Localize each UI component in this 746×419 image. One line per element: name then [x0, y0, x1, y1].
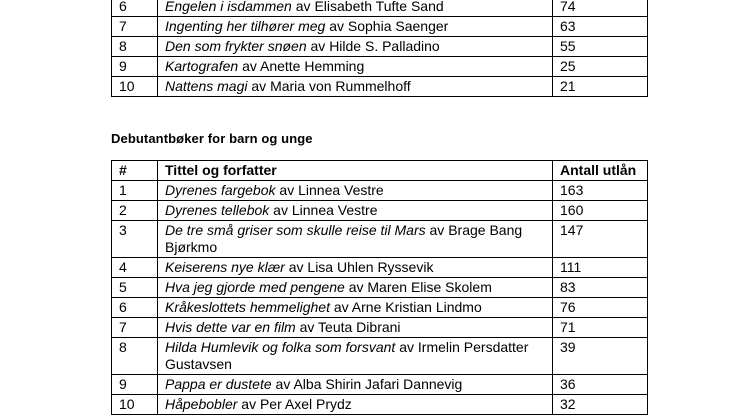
loans-cell: 76 — [553, 298, 648, 318]
book-title: Ingenting her tilhører meg — [165, 18, 326, 34]
table-row — [112, 278, 648, 298]
adult-debut-loans-table — [111, 0, 648, 97]
header-row — [112, 161, 648, 181]
title-author-cell — [158, 221, 553, 258]
by-word: av — [399, 339, 414, 355]
adult-table-body — [112, 0, 648, 97]
rank-cell: 1 — [112, 181, 158, 201]
by-word: av — [299, 319, 315, 335]
title-author-cell — [158, 201, 553, 221]
rank-cell: 6 — [112, 298, 158, 318]
title-author-cell — [158, 0, 553, 17]
title-author-cell — [158, 17, 553, 37]
book-title: Keiserens nye klær — [165, 259, 285, 275]
header-rank: # — [112, 161, 158, 181]
table-row — [112, 181, 648, 201]
loans-cell: 160 — [553, 201, 648, 221]
rank-cell: 8 — [112, 338, 158, 375]
loans-cell: 163 — [553, 181, 648, 201]
loans-cell: 83 — [553, 278, 648, 298]
book-title: Hilda Humlevik og folka som forsvant — [165, 339, 396, 355]
title-author-cell — [158, 258, 553, 278]
rank-cell: 8 — [112, 37, 158, 57]
rank-cell: 7 — [112, 318, 158, 338]
book-title: Håpebobler — [165, 396, 238, 412]
loans-cell: 111 — [553, 258, 648, 278]
rank-cell: 10 — [112, 77, 158, 97]
author-name: Per Axel Prydz — [259, 396, 352, 412]
title-author-cell — [158, 57, 553, 77]
by-word: av — [241, 396, 257, 412]
book-title: Hvis dette var en film — [165, 319, 296, 335]
title-author-cell — [158, 318, 553, 338]
author-name: Arne Kristian Lindmo — [351, 299, 482, 315]
author-name: Maria von Rummelhoff — [270, 78, 411, 94]
table-row — [112, 338, 648, 375]
book-title: Dyrenes fargebok — [165, 182, 276, 198]
rank-cell: 7 — [112, 17, 158, 37]
rank-cell: 9 — [112, 375, 158, 395]
table-row — [112, 221, 648, 258]
by-word: av — [329, 18, 344, 34]
author-name: Elisabeth Tufte Sand — [314, 0, 444, 14]
loans-cell: 36 — [553, 375, 648, 395]
title-author-cell — [158, 375, 553, 395]
loans-cell: 74 — [553, 0, 648, 17]
loans-cell: 147 — [553, 221, 648, 258]
table-row — [112, 37, 648, 57]
by-word: av — [310, 38, 326, 54]
book-title: Hva jeg gjorde med pengene — [165, 279, 345, 295]
book-title: Engelen i isdammen — [165, 0, 292, 14]
author-name: Teuta Dibrani — [318, 319, 401, 335]
loans-cell: 25 — [553, 57, 648, 77]
book-title: Dyrenes tellebok — [165, 202, 270, 218]
by-word: av — [295, 0, 311, 14]
book-title: Nattens magi — [165, 78, 248, 94]
by-word: av — [242, 58, 257, 74]
by-word: av — [429, 222, 445, 238]
author-name: Linnea Vestre — [291, 202, 378, 218]
title-author-cell — [158, 338, 553, 375]
table-row — [112, 77, 648, 97]
book-title: Kartografen — [165, 58, 239, 74]
rank-cell: 9 — [112, 57, 158, 77]
by-word: av — [251, 78, 267, 94]
book-title: De tre små griser som skulle reise til Mars — [165, 222, 426, 238]
author-name: Alba Shirin Jafari Dannevig — [293, 376, 463, 392]
by-word: av — [348, 279, 364, 295]
loans-cell: 39 — [553, 338, 648, 375]
by-word: av — [333, 299, 349, 315]
title-author-cell — [158, 298, 553, 318]
title-author-cell — [158, 37, 553, 57]
title-author-cell — [158, 278, 553, 298]
loans-cell: 21 — [553, 77, 648, 97]
loans-cell: 32 — [553, 395, 648, 415]
loans-cell: 55 — [553, 37, 648, 57]
author-name: Anette Hemming — [259, 58, 365, 74]
by-word: av — [275, 376, 291, 392]
children-table-body — [112, 181, 648, 415]
book-title: Den som frykter snøen — [165, 38, 307, 54]
rank-cell: 10 — [112, 395, 158, 415]
section-heading: Debutantbøker for barn og unge — [111, 131, 313, 146]
rank-cell: 4 — [112, 258, 158, 278]
table-row — [112, 0, 648, 17]
book-title: Pappa er dustete — [165, 376, 272, 392]
rank-cell: 6 — [112, 0, 158, 17]
table-row — [112, 395, 648, 415]
loans-cell: 71 — [553, 318, 648, 338]
author-name: Lisa Uhlen Ryssevik — [307, 259, 434, 275]
table-row — [112, 375, 648, 395]
rank-cell: 5 — [112, 278, 158, 298]
by-word: av — [279, 182, 295, 198]
title-author-cell — [158, 395, 553, 415]
title-author-cell — [158, 77, 553, 97]
children-debut-loans-table — [111, 160, 648, 415]
rank-cell: 2 — [112, 201, 158, 221]
author-name: Linnea Vestre — [298, 182, 384, 198]
author-name: Maren Elise Skolem — [367, 279, 492, 295]
header-title-author: Tittel og forfatter — [158, 161, 553, 181]
table-row — [112, 201, 648, 221]
author-name: Irmelin Persdatter Gustavsen — [165, 339, 529, 372]
table-row — [112, 258, 648, 278]
loans-cell: 63 — [553, 17, 648, 37]
book-title: Kråkeslottets hemmelighet — [165, 299, 330, 315]
author-name: Hilde S. Palladino — [329, 38, 440, 54]
table-row — [112, 57, 648, 77]
table-row — [112, 17, 648, 37]
header-loans: Antall utlån — [553, 161, 648, 181]
author-name: Sophia Saenger — [347, 18, 449, 34]
table-row — [112, 298, 648, 318]
rank-cell: 3 — [112, 221, 158, 258]
by-word: av — [273, 202, 288, 218]
title-author-cell — [158, 181, 553, 201]
by-word: av — [288, 259, 304, 275]
table-header — [112, 161, 648, 181]
author-name: Brage Bang Bjørkmo — [165, 222, 523, 255]
table-row — [112, 318, 648, 338]
